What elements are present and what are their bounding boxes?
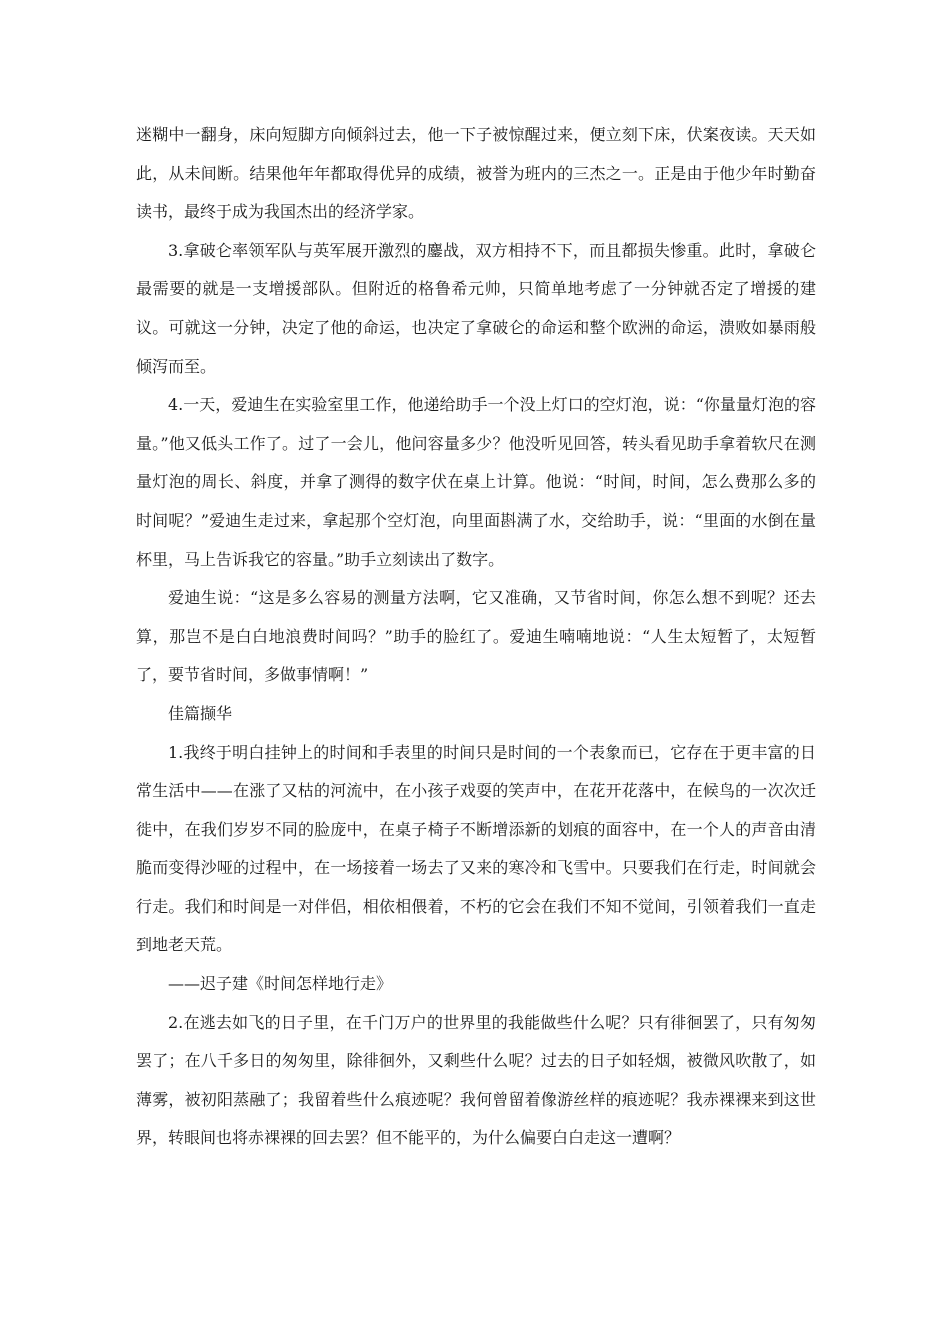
section-heading: 佳篇撷华 — [168, 703, 233, 723]
paragraph-excerpt-1: 1.我终于明白挂钟上的时间和手表里的时间只是时间的一个表象而已，它存在于更丰富的日常生活中——在涨了又枯的河流中，在小孩子戏耍的笑声中，在花开花落中，在候鸟的一次次迁徙中，在我们岁岁不同的脸庞中，在桌子椅子不断增添新的划痕的面容中，在一个人的声音由清脆而变得沙哑的过程中，在一场接着一场去了又来的寒冷和飞雪中。只要我们在行走，时间就会行走。我们和时间是一对伴侣，相依相偎着，不朽的它会在我们不知不觉间，引领着我们一直走到地老天荒。 — [136, 742, 816, 955]
document-body — [136, 116, 816, 1158]
paragraph-continuation: 迷糊中一翻身，床向短脚方向倾斜过去，他一下子被惊醒过来，便立刻下床，伏案夜读。天天如此，从未间断。结果他年年都取得优异的成绩，被誉为班内的三杰之一。正是由于他少年时勤奋读书，最终于成为我国杰出的经济学家。 — [136, 125, 816, 222]
paragraph-edison-quote: 爱迪生说：“这是多么容易的测量方法啊，它又准确，又节省时间，你怎么想不到呢？还去算，那岂不是白白地浪费时间吗？”助手的脸红了。爱迪生喃喃地说：“人生太短暂了，太短暂了，要节省时间，多做事情啊！” — [136, 588, 816, 685]
paragraph-napoleon: 3.拿破仑率领军队与英军展开激烈的鏖战，双方相持不下，而且都损失惨重。此时，拿破仑最需要的就是一支增援部队。但附近的格鲁希元帅，只简单地考虑了一分钟就否定了增援的建议。可就这一分钟，决定了他的命运，也决定了拿破仑的命运和整个欧洲的命运，溃败如暴雨般倾泻而至。 — [136, 240, 816, 376]
excerpt-1-source: ——迟子建《时间怎样地行走》 — [168, 974, 393, 994]
paragraph-excerpt-2: 2.在逃去如飞的日子里，在千门万户的世界里的我能做些什么呢？只有徘徊罢了，只有匆匆罢了；在八千多日的匆匆里，除徘徊外，又剩些什么呢？过去的日子如轻烟，被微风吹散了，如薄雾，被初阳蒸融了；我留着些什么痕迹呢？我何曾留着像游丝样的痕迹呢？我赤裸裸来到这世界，转眼间也将赤裸裸的回去罢？但不能平的，为什么偏要白白走这一遭啊？ — [136, 1012, 816, 1148]
paragraph-edison-bulb: 4.一天，爱迪生在实验室里工作，他递给助手一个没上灯口的空灯泡，说：“你量量灯泡的容量。”他又低头工作了。过了一会儿，他问容量多少？他没听见回答，转头看见助手拿着软尺在测量灯泡的周长、斜度，并拿了测得的数字伏在桌上计算。他说：“时间，时间，怎么费那么多的时间呢？”爱迪生走过来，拿起那个空灯泡，向里面斟满了水，交给助手，说：“里面的水倒在量杯里，马上告诉我它的容量。”助手立刻读出了数字。 — [136, 395, 816, 569]
